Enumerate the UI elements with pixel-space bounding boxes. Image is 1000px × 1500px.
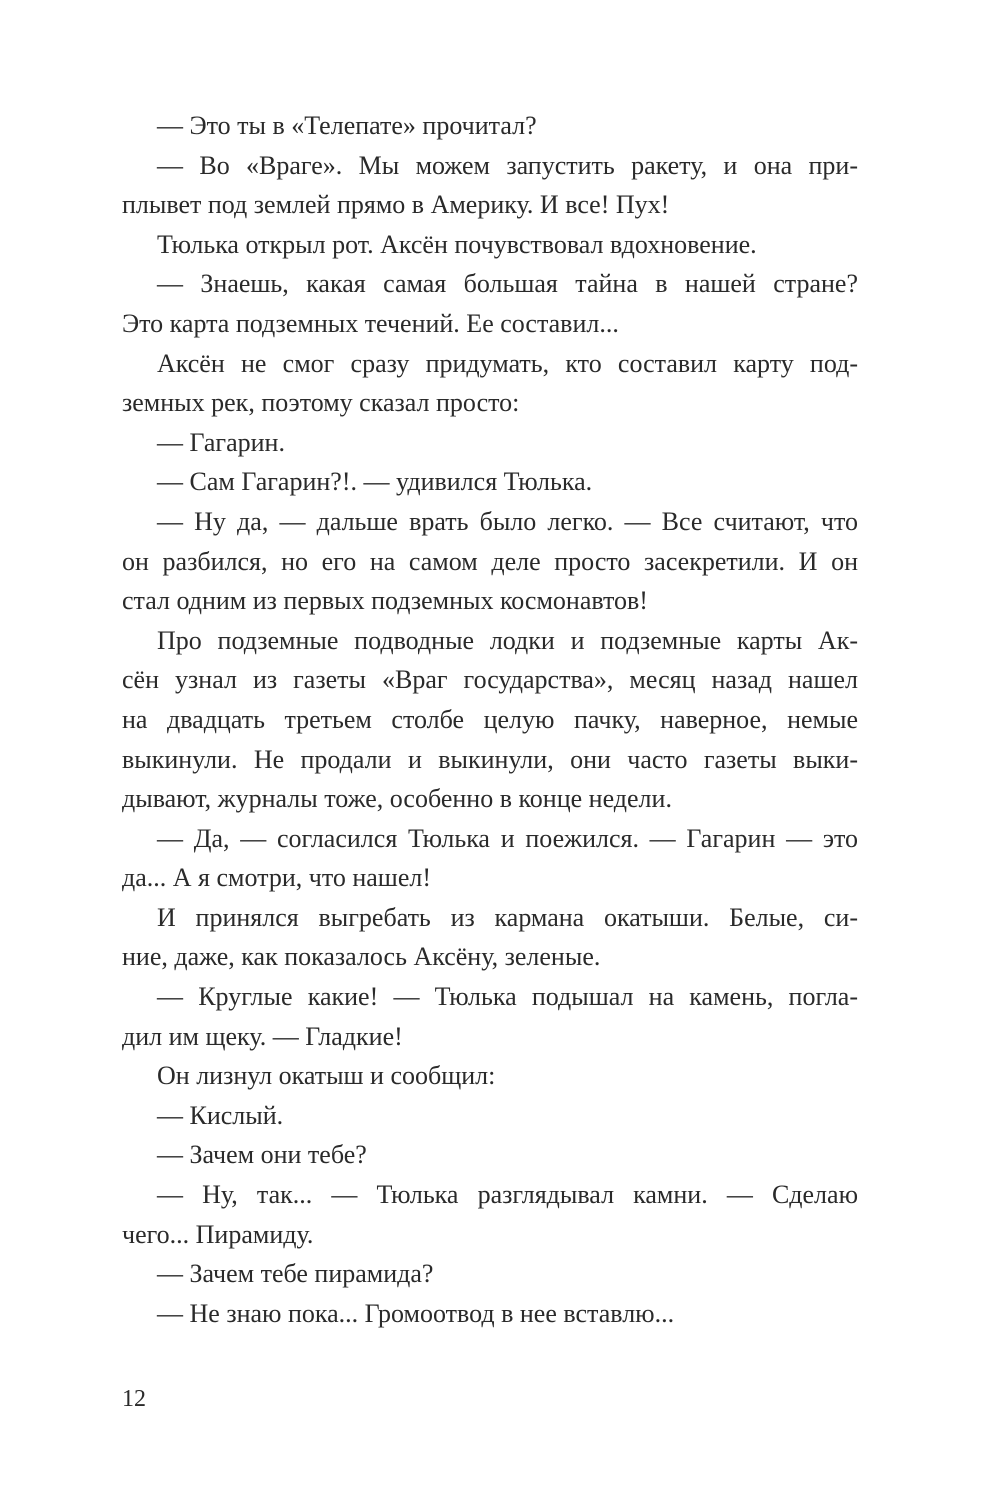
text-line: чего... Пирамиду.	[122, 1219, 314, 1249]
text-line: дил им щеку. — Гладкие!	[122, 1021, 403, 1051]
text-line: — Ну да, — дальше врать было легко. — Все считают, что	[157, 506, 858, 536]
text-line: — Знаешь, какая самая большая тайна в нашей стране?	[157, 269, 858, 299]
text-line: на двадцать третьем столбе целую пачку, наверное, немые	[122, 704, 858, 734]
text-line: ние, даже, как показалось Аксёну, зеленые.	[122, 942, 601, 972]
text-line: — Во «Враге». Мы можем запустить ракету, и она при-	[157, 150, 858, 180]
text-line: — Не знаю пока... Громоотвод в нее вставлю...	[157, 1298, 675, 1328]
text-line: выкинули. Не продали и выкинули, они часто газеты выки-	[122, 744, 858, 774]
text-line: плывет под землей прямо в Америку. И все! Пух!	[122, 190, 670, 220]
text-line: — Гагарин.	[157, 427, 285, 457]
text-line: Аксён не смог сразу придумать, кто составил карту под-	[157, 348, 858, 378]
text-line: дывают, журналы тоже, особенно в конце недели.	[122, 784, 672, 814]
text-line: — Сам Гагарин?!. — удивился Тюлька.	[157, 467, 593, 497]
page-number: 12	[122, 1386, 146, 1412]
text-line: Это карта подземных течений. Ее составил...	[122, 308, 619, 338]
text-line: стал одним из первых подземных космонавтов!	[122, 586, 648, 616]
text-line: — Зачем они тебе?	[157, 1140, 367, 1170]
text-line: сён узнал из газеты «Враг государства», месяц назад нашел	[122, 665, 858, 695]
text-line: Он лизнул окатыш и сообщил:	[157, 1061, 496, 1091]
text-line: земных рек, поэтому сказал просто:	[122, 388, 520, 418]
text-line: Про подземные подводные лодки и подземные карты Ак-	[157, 625, 858, 655]
text-line: — Да, — согласился Тюлька и поежился. — Гагарин — это	[157, 823, 858, 853]
text-line: — Это ты в «Телепате» прочитал?	[157, 111, 537, 140]
text-line: И принялся выгребать из кармана окатыши. Белые, си-	[157, 902, 858, 932]
text-line: — Ну, так... — Тюлька разглядывал камни. — Сделаю	[157, 1180, 858, 1210]
text-line: — Круглые какие! — Тюлька подышал на камень, погла-	[157, 982, 858, 1012]
text-line: Тюлька открыл рот. Аксён почувствовал вдохновение.	[157, 229, 757, 259]
text-line: — Кислый.	[157, 1100, 284, 1130]
text-line: — Зачем тебе пирамида?	[157, 1259, 434, 1289]
text-line: да... А я смотри, что нашел!	[122, 863, 431, 893]
text-line: он разбился, но его на самом деле просто засекретили. И он	[122, 546, 858, 576]
page-text	[122, 106, 858, 1333]
